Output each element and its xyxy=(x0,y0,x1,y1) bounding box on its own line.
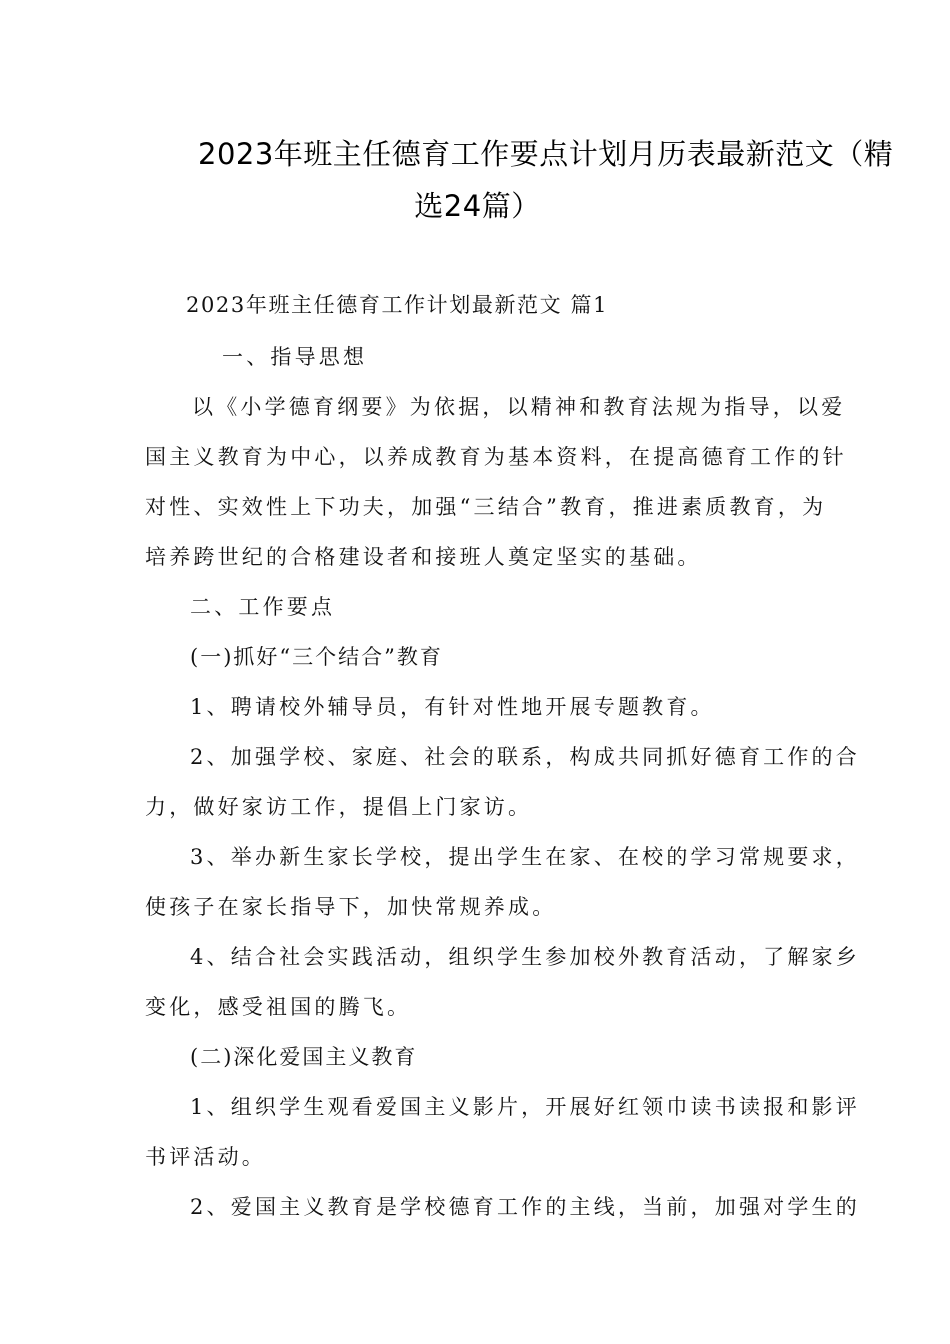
paragraph-line: 培养跨世纪的合格建设者和接班人奠定坚实的基础。 xyxy=(145,545,702,569)
list-item: 4、结合社会实践活动，组织学生参加校外教育活动，了解家乡 xyxy=(190,945,860,969)
document-title-line-1: 2023年班主任德育工作要点计划月历表最新范文（精 xyxy=(198,137,894,171)
list-item: 1、聘请校外辅导员，有针对性地开展专题教育。 xyxy=(190,695,715,719)
list-item-continuation: 变化，感受祖国的腾飞。 xyxy=(145,995,412,1019)
list-item-continuation: 力，做好家访工作，提倡上门家访。 xyxy=(145,795,533,819)
paragraph-line: 以《小学德育纲要》为依据，以精神和教育法规为指导，以爱 xyxy=(192,395,846,419)
document-title-line-2: 选24篇） xyxy=(414,189,541,223)
subheading-item: (二)深化爱国主义教育 xyxy=(190,1045,418,1069)
subheading-work-points: 二、工作要点 xyxy=(190,595,336,619)
list-item: 3、举办新生家长学校，提出学生在家、在校的学习常规要求， xyxy=(190,845,860,869)
section-heading: 2023年班主任德育工作计划最新范文 篇1 xyxy=(186,293,609,317)
subheading-item: (一)抓好“三个结合”教育 xyxy=(190,645,443,669)
list-item-continuation: 书评活动。 xyxy=(145,1145,266,1169)
list-item: 2、爱国主义教育是学校德育工作的主线，当前，加强对学生的 xyxy=(190,1195,860,1219)
list-item: 2、加强学校、家庭、社会的联系，构成共同抓好德育工作的合 xyxy=(190,745,860,769)
subheading-guiding-thought: 一、指导思想 xyxy=(222,345,368,369)
list-item-continuation: 使孩子在家长指导下，加快常规养成。 xyxy=(145,895,557,919)
paragraph-line: 对性、实效性上下功夫，加强“三结合”教育，推进素质教育，为 xyxy=(145,495,827,519)
list-item: 1、组织学生观看爱国主义影片，开展好红领巾读书读报和影评 xyxy=(190,1095,860,1119)
paragraph-line: 国主义教育为中心，以养成教育为基本资料，在提高德育工作的针 xyxy=(145,445,847,469)
